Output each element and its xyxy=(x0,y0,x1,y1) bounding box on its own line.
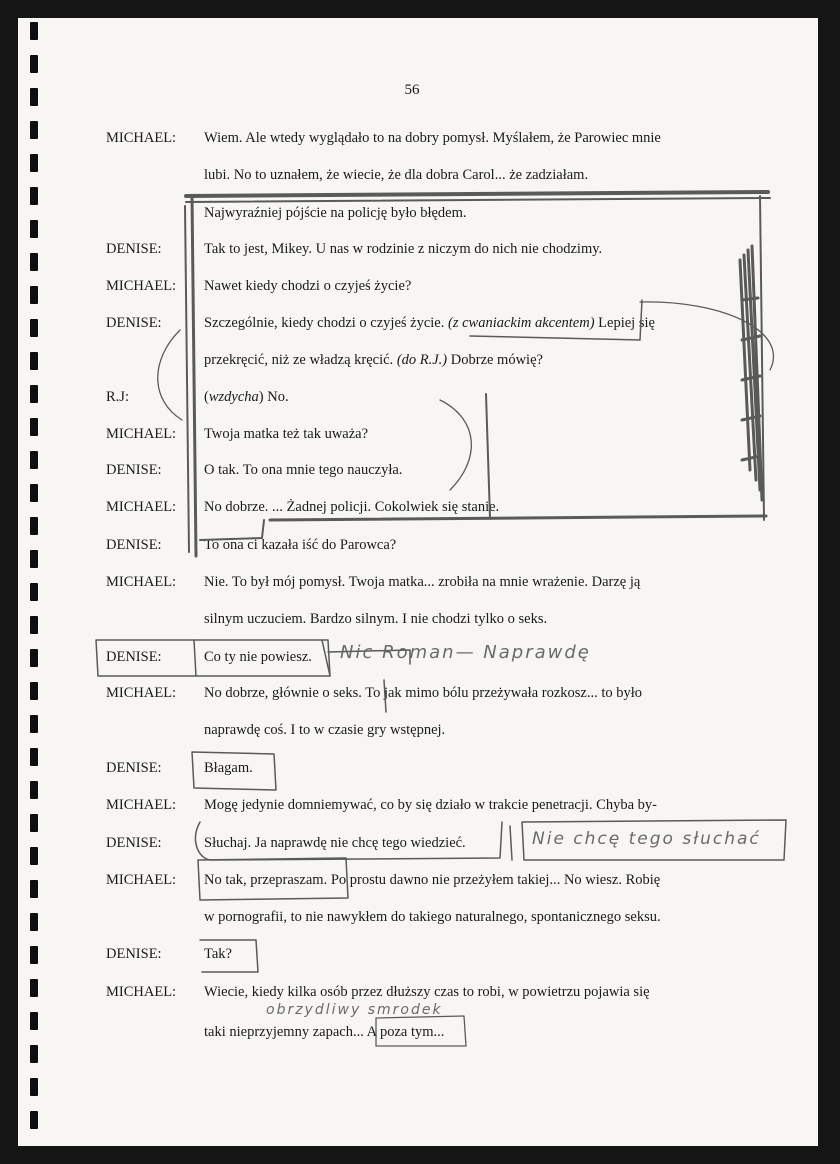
dialogue-line: Twoja matka też tak uważa? xyxy=(204,426,369,442)
speaker-label: DENISE: xyxy=(106,537,162,553)
binding-hole xyxy=(30,583,38,601)
dialogue-line: O tak. To ona mnie tego nauczyła. xyxy=(204,462,403,478)
binding-hole xyxy=(30,814,38,832)
handwritten-note: Nic Roman— Naprawdę xyxy=(340,642,591,663)
dialogue-segment: ) No. xyxy=(258,389,289,405)
binding-hole xyxy=(30,517,38,535)
stage-direction: wzdycha xyxy=(208,389,259,405)
speaker-label: MICHAEL: xyxy=(106,130,177,146)
binding-hole xyxy=(30,154,38,172)
dialogue-line xyxy=(204,389,289,406)
binding-hole xyxy=(30,22,38,40)
dialogue-segment: ( xyxy=(204,389,209,405)
speaker-label: MICHAEL: xyxy=(106,499,177,515)
binding-holes xyxy=(30,18,46,1146)
binding-hole xyxy=(30,847,38,865)
speaker-label: MICHAEL: xyxy=(106,685,177,701)
stage-direction: (z cwaniackim akcentem) xyxy=(447,315,595,331)
binding-hole xyxy=(30,1111,38,1129)
binding-hole xyxy=(30,385,38,403)
dialogue-line: Nawet kiedy chodzi o czyjeś życie? xyxy=(204,278,412,294)
binding-hole xyxy=(30,55,38,73)
dialogue-line: Tak to jest, Mikey. U nas w rodzinie z niczym do nich nie chodzimy. xyxy=(204,241,603,257)
dialogue-line: Mogę jedynie domniemywać, co by się działo w trakcie penetracji. Chyba by- xyxy=(204,797,657,813)
speaker-label: MICHAEL: xyxy=(106,984,177,1000)
binding-hole xyxy=(30,781,38,799)
binding-hole xyxy=(30,286,38,304)
speaker-label: MICHAEL: xyxy=(106,797,177,813)
binding-hole xyxy=(30,1012,38,1030)
dialogue-line: Wiecie, kiedy kilka osób przez dłuższy czas to robi, w powietrzu pojawia się xyxy=(204,984,650,1000)
dialogue-line xyxy=(204,315,655,332)
speaker-label: MICHAEL: xyxy=(106,426,177,442)
handwritten-note: obrzydliwy smrodek xyxy=(266,1002,443,1018)
speaker-label: DENISE: xyxy=(106,649,162,665)
dialogue-segment: Szczególnie, kiedy chodzi o czyjeś życie. xyxy=(204,315,448,331)
binding-hole xyxy=(30,880,38,898)
speaker-label: DENISE: xyxy=(106,315,162,331)
dialogue-segment: przekręcić, niż ze władzą kręcić. xyxy=(204,352,397,368)
binding-hole xyxy=(30,979,38,997)
speaker-label: DENISE: xyxy=(106,241,162,257)
dialogue-line: No dobrze, głównie o seks. To jak mimo bólu przeżywała rozkosz... to było xyxy=(204,685,643,701)
dialogue-line: Najwyraźniej pójście na policję było błędem. xyxy=(204,205,467,221)
binding-hole xyxy=(30,88,38,106)
dialogue-line: silnym uczuciem. Bardzo silnym. I nie chodzi tylko o seks. xyxy=(204,611,548,627)
speaker-label: DENISE: xyxy=(106,835,162,851)
binding-hole xyxy=(30,319,38,337)
binding-hole xyxy=(30,1045,38,1063)
binding-hole xyxy=(30,649,38,667)
speaker-label: DENISE: xyxy=(106,760,162,776)
binding-hole xyxy=(30,550,38,568)
dialogue-line: Co ty nie powiesz. xyxy=(204,649,312,665)
dialogue-line xyxy=(204,352,543,369)
binding-hole xyxy=(30,682,38,700)
speaker-label: DENISE: xyxy=(106,462,162,478)
dialogue-line: To ona ci kazała iść do Parowca? xyxy=(204,537,397,553)
binding-hole xyxy=(30,484,38,502)
binding-hole xyxy=(30,616,38,634)
binding-hole xyxy=(30,187,38,205)
binding-hole xyxy=(30,220,38,238)
dialogue-line: Wiem. Ale wtedy wyglądało to na dobry pomysł. Myślałem, że Parowiec mnie xyxy=(204,130,661,146)
binding-hole xyxy=(30,253,38,271)
dialogue-line: taki nieprzyjemny zapach... A poza tym... xyxy=(204,1024,445,1040)
binding-hole xyxy=(30,451,38,469)
speaker-label: MICHAEL: xyxy=(106,872,177,888)
dialogue-line: Tak? xyxy=(204,946,232,962)
binding-hole xyxy=(30,1078,38,1096)
binding-hole xyxy=(30,352,38,370)
dialogue-line: w pornografii, to nie nawykłem do takiego naturalnego, spontanicznego seksu. xyxy=(204,909,661,925)
binding-hole xyxy=(30,946,38,964)
speaker-label: DENISE: xyxy=(106,946,162,962)
speaker-label: MICHAEL: xyxy=(106,574,177,590)
dialogue-line: No tak, przepraszam. Po prostu dawno nie przeżyłem takiej... No wiesz. Robię xyxy=(204,872,661,888)
stage-direction: (do R.J.) xyxy=(396,352,448,368)
page-number: 56 xyxy=(404,82,420,98)
binding-hole xyxy=(30,715,38,733)
handwritten-note: Nie chcę tego słuchać xyxy=(532,829,761,849)
binding-hole xyxy=(30,121,38,139)
dialogue-line: naprawdę coś. I to w czasie gry wstępnej. xyxy=(204,722,446,738)
dialogue-line: No dobrze. ... Żadnej policji. Cokolwiek się stanie. xyxy=(204,499,500,515)
dialogue-line: Słuchaj. Ja naprawdę nie chcę tego wiedzieć. xyxy=(204,835,466,851)
speaker-label: MICHAEL: xyxy=(106,278,177,294)
dialogue-segment: Lepiej się xyxy=(594,315,655,331)
binding-hole xyxy=(30,418,38,436)
binding-hole xyxy=(30,748,38,766)
dialogue-segment: Dobrze mówię? xyxy=(447,352,543,368)
speaker-label: R.J: xyxy=(106,389,129,405)
dialogue-line: Błagam. xyxy=(204,760,253,776)
binding-hole xyxy=(30,913,38,931)
dialogue-line: Nie. To był mój pomysł. Twoja matka... zrobiła na mnie wrażenie. Darzę ją xyxy=(204,574,641,590)
dialogue-line: lubi. No to uznałem, że wiecie, że dla dobra Carol... że zadziałam. xyxy=(204,167,589,183)
